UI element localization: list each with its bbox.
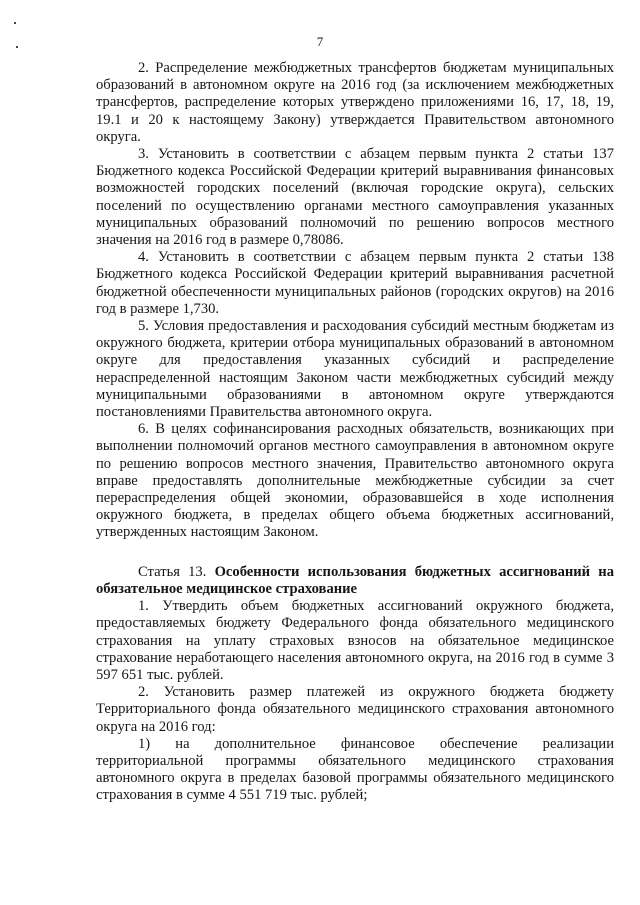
paragraph-4: 4. Установить в соответствии с абзацем первым пункта 2 статьи 138 Бюджетного кодекса Российской Федерации критерий выравнивания расчетной бюджетной обеспеченности муниципальных районов (городских округов) на 2016 год в размере 1,730.: [96, 249, 614, 317]
paragraph-5: 5. Условия предоставления и расходования субсидий местным бюджетам из окружного бюджета, критерии отбора муниципальных образований в автономном округе для предоставления указанных субсидий и распределение нераспределенной настоящим Законом части межбюджетных субсидий между муниципальными образованиями в автономном округе утверждаются постановлениями Правительства автономного округа.: [96, 318, 614, 421]
article-title: Особенности использования бюджетных ассигнований на обязательное медицинское страхование: [96, 563, 614, 597]
article-heading: [96, 564, 614, 598]
scan-mark-top: [14, 22, 16, 24]
paragraph-6: 6. В целях софинансирования расходных обязательств, возникающих при выполнении полномочий органов местного самоуправления в автономном округе по решению вопросов местного значения, Правительство автономного округа вправе предоставлять дополнительные межбюджетные субсидии за счет перераспределения общей экономии, образовавшейся в ходе исполнения окружного бюджета, в пределах общего объема бюджетных ассигнований, утвержденных настоящим Законом.: [96, 421, 614, 541]
paragraph-3: 3. Установить в соответствии с абзацем первым пункта 2 статьи 137 Бюджетного кодекса Российской Федерации критерий выравнивания финансовых возможностей городских поселений (включая городские округа), сельских поселений по осуществлению органами местного самоуправления указанных муниципальных образований полномочий по решению вопросов местного значения на 2016 год в размере 0,78086.: [96, 146, 614, 249]
page-number: 7: [316, 34, 324, 49]
article-subitem-1: 1) на дополнительное финансовое обеспечение реализации территориальной программы обязательного медицинского страхования автономного округа в пределах базовой программы обязательного медицинского страхования в сумме 4 551 719 тыс. рублей;: [96, 735, 614, 804]
document-body: [96, 60, 614, 805]
article-label: Статья 13.: [138, 563, 207, 580]
paragraph-2: 2. Распределение межбюджетных трансфертов бюджетам муниципальных образований в автономном округе на 2016 год (за исключением межбюджетных трансфертов, распределение которых утверждено приложениями 16, 17, 18, 19, 19.1 и 20 к настоящему Закону) утверждается Правительством автономного округа.: [96, 60, 614, 145]
article-paragraph-2: 2. Установить размер платежей из окружного бюджета бюджету Территориального фонда обязательного медицинского страхования автономного округа на 2016 год:: [96, 684, 614, 735]
article-paragraph-1: 1. Утвердить объем бюджетных ассигнований окружного бюджета, предоставляемых бюджету Федерального фонда обязательного медицинского страхования на уплату страховых взносов на обязательное медицинское страхование неработающего населения автономного округа, на 2016 год в сумме 3 597 651 тыс. рублей.: [96, 598, 614, 683]
